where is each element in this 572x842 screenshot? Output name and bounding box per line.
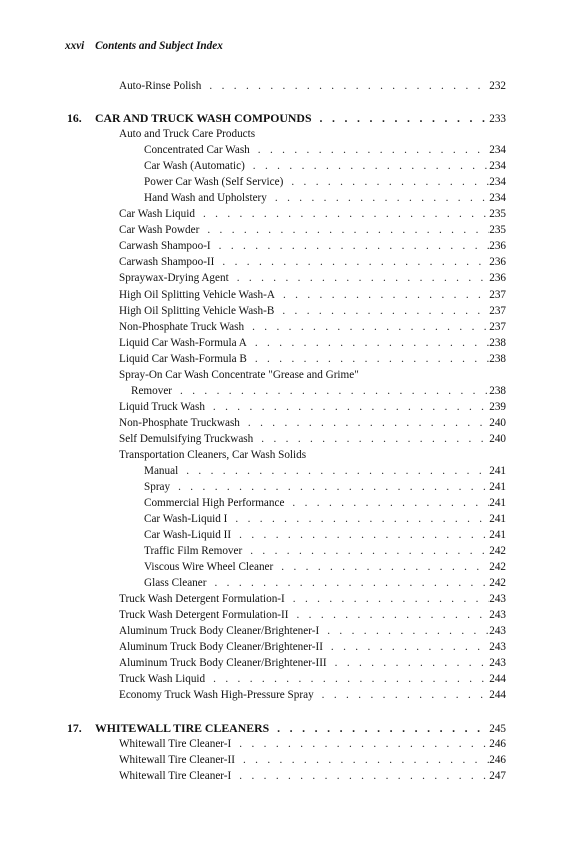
toc-entry-text: Aluminum Truck Body Cleaner/Brightener-I (119, 625, 320, 637)
toc-entry-label (119, 335, 247, 351)
toc-entry-label (119, 623, 319, 639)
toc-entry-label (144, 543, 242, 559)
toc-entry-text: Carwash Shampoo-II (119, 256, 215, 268)
toc-page-number: 246 (489, 754, 506, 766)
toc-entry-text: Power Car Wash (Self Service) (144, 176, 284, 188)
toc-page-number: 236 (489, 272, 506, 284)
toc-entry (119, 736, 506, 752)
toc-entry-text: WHITEWALL TIRE CLEANERS (95, 721, 270, 735)
toc-entry-text: Spraywax-Drying Agent (119, 272, 229, 284)
dot-leader (247, 351, 489, 367)
toc-entry-label (119, 351, 247, 367)
toc-entry-label (119, 78, 201, 94)
toc-entry (119, 752, 506, 768)
toc-entry-label (119, 591, 285, 607)
toc-page-number: 235 (489, 208, 506, 220)
toc-entry (119, 238, 506, 254)
toc-entry-label (119, 607, 288, 623)
toc-entry-text: Truck Wash Detergent Formulation-I (119, 593, 285, 605)
toc-page-number: 241 (489, 529, 506, 541)
toc-page-number: 240 (489, 433, 506, 445)
dot-leader (285, 591, 489, 607)
dot-leader (240, 415, 489, 431)
toc-entry-label (144, 575, 206, 591)
dot-leader (195, 206, 489, 222)
toc-entry-label (119, 655, 327, 671)
toc-page-number: 236 (489, 256, 506, 268)
dot-leader (227, 511, 489, 527)
toc-entry-text: Whitewall Tire Cleaner-II (119, 754, 235, 766)
dot-leader (247, 335, 489, 351)
toc-entry-text: Glass Cleaner (144, 577, 207, 589)
toc-entry (144, 575, 506, 591)
dot-leader (172, 383, 489, 399)
toc-entry-label (119, 222, 199, 238)
toc-entry-text: Aluminum Truck Body Cleaner/Brightener-II (119, 641, 323, 653)
toc-entry-text: Carwash Shampoo-I (119, 240, 211, 252)
toc-entry-text: Whitewall Tire Cleaner-I (119, 770, 232, 782)
toc-entry-label (67, 720, 269, 736)
toc-entry-text: Auto-Rinse Polish (119, 80, 202, 92)
toc-entry-label (119, 303, 274, 319)
toc-entry-text: Aluminum Truck Body Cleaner/Brightener-III (119, 657, 327, 669)
toc-entry (144, 527, 506, 543)
toc-entry-label (144, 511, 227, 527)
toc-page-number: 236 (489, 240, 506, 252)
toc-entry (144, 479, 506, 495)
dot-leader (242, 543, 489, 559)
toc-entry (144, 495, 506, 511)
toc-page-number: 245 (489, 723, 506, 735)
toc-entry (119, 447, 506, 463)
toc-entry-label (144, 527, 231, 543)
toc-entry-text: Car Wash Liquid (119, 208, 195, 220)
toc-entry (119, 415, 506, 431)
toc-page-number: 240 (489, 417, 506, 429)
toc-entry (119, 655, 506, 671)
dot-leader (205, 671, 489, 687)
toc-page-number: 244 (489, 673, 506, 685)
toc-entry (119, 206, 506, 222)
toc-entry-text: Concentrated Car Wash (144, 144, 250, 156)
toc-page-number: 246 (489, 738, 506, 750)
toc-page-number: 235 (489, 224, 506, 236)
toc-page-number: 242 (489, 577, 506, 589)
toc-entry-text: Truck Wash Liquid (119, 673, 206, 685)
toc-page-number: 243 (489, 625, 506, 637)
toc-page-number: 234 (489, 160, 506, 172)
toc-entry (119, 671, 506, 687)
toc-entry-text: Liquid Car Wash-Formula B (119, 353, 247, 365)
toc-page-number: 234 (489, 176, 506, 188)
toc-entry (119, 270, 506, 286)
toc-page-number: 242 (489, 545, 506, 557)
toc-chapter-entry (67, 110, 506, 126)
toc-page-number: 247 (489, 770, 506, 782)
toc-entry-label (119, 671, 205, 687)
dot-leader (235, 752, 489, 768)
toc-entry-text: Car Wash-Liquid I (144, 513, 228, 525)
toc-page-number: 243 (489, 641, 506, 653)
toc-entry-label (144, 174, 283, 190)
dot-leader (178, 463, 489, 479)
toc-entry-label (119, 447, 306, 463)
toc-entry-text: Liquid Truck Wash (119, 401, 205, 413)
toc-entry (119, 222, 506, 238)
toc-entry-text: Truck Wash Detergent Formulation-II (119, 609, 289, 621)
toc-entry (119, 639, 506, 655)
dot-leader (273, 559, 489, 575)
dot-leader (206, 575, 489, 591)
dot-leader (231, 527, 489, 543)
toc-entry (119, 335, 506, 351)
toc-entry (119, 126, 506, 142)
dot-leader (274, 303, 489, 319)
toc-entry (119, 768, 506, 784)
toc-page-number: 237 (489, 289, 506, 301)
chapter-number: 17. (67, 721, 82, 735)
toc-entry-label (144, 559, 273, 575)
toc-entry-label (144, 463, 178, 479)
toc-entry-label (119, 270, 229, 286)
toc-page-number: 238 (489, 353, 506, 365)
dot-leader (275, 287, 489, 303)
toc-entry (144, 174, 506, 190)
toc-entry-label (119, 287, 275, 303)
toc-chapter-entry (67, 720, 506, 736)
toc-entry-text: Non-Phosphate Truckwash (119, 417, 240, 429)
toc-entry-label (119, 415, 240, 431)
toc-entry (119, 287, 506, 303)
chapter-number: 16. (67, 111, 82, 125)
toc-entry-text: Car Wash Powder (119, 224, 200, 236)
dot-leader (229, 270, 490, 286)
toc-entry (119, 78, 506, 94)
dot-leader (250, 142, 489, 158)
toc-entry (119, 399, 506, 415)
header-page-number: xxvi (65, 40, 85, 52)
toc-entry (144, 142, 506, 158)
toc-entry (119, 351, 506, 367)
dot-leader (231, 768, 489, 784)
toc-page-number: 242 (489, 561, 506, 573)
dot-leader (170, 479, 489, 495)
toc-entry-label (119, 736, 231, 752)
toc-entry (144, 463, 506, 479)
toc-page-number: 238 (489, 337, 506, 349)
toc-entry-text: Car Wash (Automatic) (144, 160, 245, 172)
toc-entry (119, 367, 506, 383)
toc-entry-text: Whitewall Tire Cleaner-I (119, 738, 232, 750)
dot-leader (267, 190, 489, 206)
dot-leader (312, 110, 490, 126)
toc-page-number: 232 (489, 80, 506, 92)
header-title: Contents and Subject Index (95, 40, 223, 52)
toc-entry-text: High Oil Splitting Vehicle Wash-B (119, 305, 275, 317)
toc-entry-label (119, 126, 255, 142)
toc-page-number: 234 (489, 192, 506, 204)
toc-entry-text: Transportation Cleaners, Car Wash Solids (119, 449, 307, 461)
toc-entry (131, 383, 506, 399)
toc-entry (119, 431, 506, 447)
toc-entry-text: Non-Phosphate Truck Wash (119, 321, 245, 333)
dot-leader (319, 623, 489, 639)
toc-entry-text: Traffic Film Remover (144, 545, 243, 557)
toc-entry-label (119, 319, 244, 335)
dot-leader (284, 495, 489, 511)
toc-entry (119, 254, 506, 270)
toc-entry-label (119, 687, 314, 703)
dot-leader (283, 174, 489, 190)
dot-leader (288, 607, 489, 623)
toc-entry (119, 607, 506, 623)
toc-page-number: 241 (489, 465, 506, 477)
toc-entry-label (67, 110, 312, 126)
dot-leader (231, 736, 489, 752)
dot-leader (314, 687, 490, 703)
toc-entry-label (144, 190, 267, 206)
toc-entry (119, 303, 506, 319)
toc-page-number: 234 (489, 144, 506, 156)
dot-leader (201, 78, 489, 94)
toc-page-number: 239 (489, 401, 506, 413)
toc-entry (144, 559, 506, 575)
toc-entry-label (144, 158, 245, 174)
toc-entry-label (119, 254, 214, 270)
toc-entry-label (144, 142, 250, 158)
toc-entry (144, 190, 506, 206)
toc-entry-text: Spray-On Car Wash Concentrate "Grease and Grime" (119, 369, 359, 381)
toc-page-number: 243 (489, 657, 506, 669)
toc-entry-text: Commercial High Performance (144, 497, 285, 509)
toc-entry-text: Auto and Truck Care Products (119, 128, 256, 140)
toc-entry-text: Self Demulsifying Truckwash (119, 433, 254, 445)
toc-entry (144, 158, 506, 174)
toc-entry-label (119, 206, 195, 222)
toc-page-number: 243 (489, 593, 506, 605)
dot-leader (205, 399, 489, 415)
toc-entry-label (119, 752, 235, 768)
dot-leader (211, 238, 490, 254)
toc-page-number: 237 (489, 305, 506, 317)
toc-entry-text: Manual (144, 465, 179, 477)
toc-entry-label (131, 383, 172, 399)
toc-entry-text: Liquid Car Wash-Formula A (119, 337, 247, 349)
toc-page-number: 243 (489, 609, 506, 621)
dot-leader (244, 319, 489, 335)
toc-entry-text: Viscous Wire Wheel Cleaner (144, 561, 274, 573)
toc-entry-label (119, 399, 205, 415)
toc-page-number: 244 (489, 689, 506, 701)
toc-entry-label (119, 431, 253, 447)
toc-page-number: 233 (489, 113, 506, 125)
toc-entry-label (119, 768, 231, 784)
dot-leader (327, 655, 490, 671)
toc-entry (119, 687, 506, 703)
toc-entry-label (119, 639, 323, 655)
toc-entry (144, 511, 506, 527)
toc-page-number: 241 (489, 497, 506, 509)
toc-page-number: 241 (489, 513, 506, 525)
toc-entry-text: Car Wash-Liquid II (144, 529, 232, 541)
dot-leader (253, 431, 489, 447)
toc-entry-text: High Oil Splitting Vehicle Wash-A (119, 289, 275, 301)
toc-entry-text: Economy Truck Wash High-Pressure Spray (119, 689, 314, 701)
dot-leader (245, 158, 489, 174)
toc-entry (119, 591, 506, 607)
toc-entry-label (119, 238, 211, 254)
toc-entry (119, 623, 506, 639)
toc-page-number: 241 (489, 481, 506, 493)
toc-entry (144, 543, 506, 559)
toc-entry-text: Spray (144, 481, 171, 493)
toc-entry-label (144, 495, 284, 511)
dot-leader (214, 254, 489, 270)
toc-entry-label (119, 367, 359, 383)
toc-entry-text: Remover (131, 385, 173, 397)
toc-page-number: 238 (489, 385, 506, 397)
toc-entry-text: CAR AND TRUCK WASH COMPOUNDS (95, 111, 312, 125)
dot-leader (323, 639, 489, 655)
dot-leader (269, 720, 489, 736)
toc-entry (119, 319, 506, 335)
toc-entry-text: Hand Wash and Upholstery (144, 192, 267, 204)
dot-leader (199, 222, 489, 238)
toc-entry-label (144, 479, 170, 495)
toc-page-number: 237 (489, 321, 506, 333)
